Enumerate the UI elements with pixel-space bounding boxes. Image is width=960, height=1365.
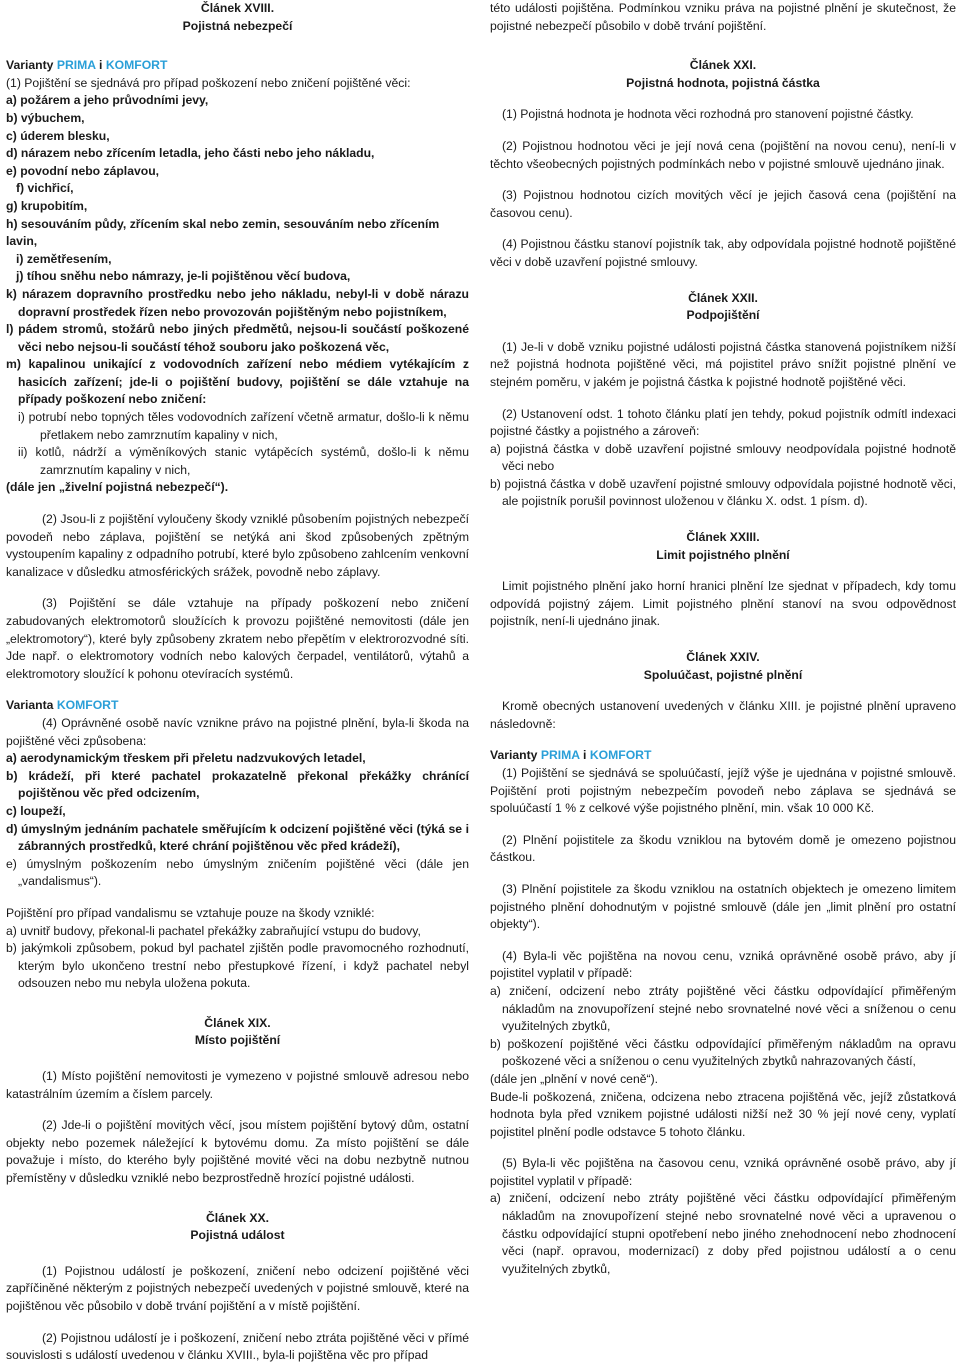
article-19-subtitle: Místo pojištění — [194, 1033, 281, 1048]
article-23-subtitle: Limit pojistného plnění — [656, 547, 790, 562]
a18-item-k: k) nárazem dopravního prostředku nebo jeho nákladu, nebyl-li v době nárazu dopravní prostředek řízen nebo provozován pojištěným nebo pojistníkem, — [6, 286, 469, 319]
a18-item-m-end: (dále jen „živelní pojistná nebezpečí“). — [6, 480, 229, 495]
a18-p2: (2) Jsou-li z pojištění vyloučeny škody vzniklé působením pojistných nebezpečí povodeň nebo záplava, pojištění se netýká ani škod způsobených zpětným vystoupením kapaliny z odpadního potrubí, které bylo způsobeno zahlcením venkovní kanalizace v důsledku atmosférických srážek, povodně nebo záplavy. — [6, 512, 469, 579]
a18-item-i: i) zemětřesením, — [16, 251, 112, 266]
article-19-title: Článek XIX. — [204, 1015, 271, 1030]
a18-p4-e: e) úmyslným poškozením nebo úmyslným zničením pojištěné věci (dále jen „vandalismus“). — [6, 856, 469, 889]
article-22-title: Článek XXII. — [688, 290, 758, 305]
variant-heading-3: Varianty PRIMA i KOMFORT — [490, 748, 652, 763]
a18-item-h: h) sesouváním půdy, zřícením skal nebo zemin, sesouváním nebo zřícením lavin, — [6, 216, 440, 249]
a18-item-b: b) výbuchem, — [6, 110, 85, 125]
a18-p4-c: c) loupeží, — [6, 803, 66, 818]
a20-continuation: této události pojištěna. Podmínkou vzniku práva na pojistné plnění je skutečnost, že pojistné nebezpečí působilo v době trvání pojištění. — [490, 1, 956, 33]
article-24-title: Článek XXIV. — [686, 650, 760, 665]
a24-p5-a: a) zničení, odcizení nebo ztráty pojištěné věci částku odpovídající přiměřeným nákladům na znovupořízení stejné nebo srovnatelné nové věci a upravenou o částku odpovídající stupni opotřebení nebo jiného znehodnocení nebo zhodnocení věci (např. opravou, modernizací) z doby před pojistnou událostí a o cenu využitelných zbytků, — [490, 1191, 956, 1276]
a22-p2-a: a) pojistná částka v době uzavření pojistné smlouvy neodpovídala pojistné hodnotě věci nebo — [490, 441, 956, 474]
a18-vandalism-a: a) uvnitř budovy, překonal-li pachatel překážky zabraňující vstupu do budovy, — [6, 923, 421, 938]
a18-p4-d: d) úmyslným jednáním pachatele směřujícím k odcizení pojištěné věci (týká se i zábranných prostředků, které chrání pojištěnou věc před krádeží), — [6, 821, 469, 854]
article-18-subtitle: Pojistná nebezpečí — [182, 18, 293, 33]
a18-p3: (3) Pojištění se dále vztahuje na případy poškození nebo zničení zabudovaných elektromotorů sloužících k provozu pojištěné nemovitosti (dále jen „elektromotory“), které byly způsobeny zkratem nebo přepětím v elektrorozvodné síti. Jde např. o elektromotory vodních nebo kalových čerpadel, ventilátorů, výtahů a elektromotory sloužící k pohonu otevíracích systémů. — [6, 596, 469, 681]
right-column — [490, 0, 956, 1278]
a19-p2: (2) Jde-li o pojištění movitých věcí, jsou místem pojištění bytový dům, ostatní objekty nebo pozemek náležející k bytovému domu. Za místo pojištění se dále považuje i místo, do kterého byly pojištěné movité věci na dobu nezbytně nutnou přemístěny v důsledku vzniklé nebo bezprostředně hrozící pojistné události. — [6, 1118, 469, 1186]
left-column — [6, 0, 469, 1365]
a18-item-j: j) tíhou sněhu nebo námrazy, je-li pojištěnou věcí budova, — [16, 269, 351, 284]
a18-p1: (1) Pojištění se sjednává pro případ poškození nebo zničení pojištěné věci: — [6, 75, 411, 90]
a22-p1: (1) Je-li v době vzniku pojistné události pojistná částka stanovená pojistníkem nižší než pojistná hodnota pojištěné věci, má pojistitel právo snížit pojistné plnění ve stejném poměru, v jakém je pojistná částka k pojistné hodnotě pojištěné věci. — [490, 339, 956, 389]
article-20-title: Článek XX. — [206, 1210, 269, 1225]
a18-vandalism: Pojištění pro případ vandalismu se vztahuje pouze na škody vzniklé: — [6, 905, 375, 920]
a18-item-f: f) vichřicí, — [16, 181, 74, 196]
a21-p2: (2) Pojistnou hodnotou věci je její nová cena (pojištění na novou cenu), není-li v těchto všeobecných pojistných podmínkách nebo v pojistné smlouvě ujednáno jinak. — [490, 138, 956, 171]
a18-item-e: e) povodní nebo záplavou, — [6, 163, 160, 178]
a18-item-m-i: i) potrubí nebo topných těles vodovodních zařízení včetně armatur, došlo-li k němu přetlakem nebo zamrznutím kapaliny v nich, — [18, 410, 469, 442]
a18-item-l: l) pádem stromů, stožárů nebo jiných předmětů, nejsou-li součástí poškozené věci nebo nejsou-li součástí téhož souboru jako poškozená věc, — [6, 322, 469, 354]
a24-p4-d: Bude-li poškozená, zničena, odcizena nebo ztracena pojištěná věc, jejíž zůstatková hodnota byla před vznikem pojistné události nižší než 30 % její nové ceny, vyplatí pojistitel plnění podle odstavce 5 tohoto článku. — [490, 1089, 956, 1139]
a22-p2: (2) Ustanovení odst. 1 tohoto článku platí jen tehdy, pokud pojistník odmítl indexaci pojistné částky a pojistného a zároveň: — [490, 406, 956, 439]
article-21-subtitle: Pojistná hodnota, pojistná částka — [626, 75, 820, 90]
a18-vandalism-b: b) jakýmkoli způsobem, pokud byl pachatel zjištěn podle pravomocného rozhodnutí, kterým bylo ukončeno trestní nebo přestupkové řízení, i když pachatel nebyl odsouzen nebo mu nebyla uložena pokuta. — [6, 941, 469, 991]
a21-p1: (1) Pojistná hodnota je hodnota věci rozhodná pro stanovení pojistné částky. — [502, 107, 914, 122]
a18-item-m: m) kapalinou unikající z vodovodních zařízení nebo médiem vytékajícím z hasicích zařízení; jde-li o pojištění budovy, pojištění se dále vztahuje na případy poškození nebo zničení: — [6, 357, 469, 407]
article-23-title: Článek XXIII. — [686, 530, 760, 545]
a18-item-g: g) krupobitím, — [6, 198, 88, 213]
a20-p2: (2) Pojistnou událostí je i poškození, zničení nebo ztráta pojištěné věci v přímé souvislosti s událostí uvedenou v článku XVIII., byla-li pojištěna věc pro případ — [6, 1330, 469, 1363]
a22-p2-b: b) pojistná částka v době uzavření pojistné smlouvy odpovídala pojistné hodnotě věci, ale pojistník porušil povinnost uloženou v článku X. odst. 1 písm. d). — [490, 476, 956, 509]
article-18-title: Článek XVIII. — [200, 1, 275, 15]
a24-p4-c: (dále jen „plnění v nové ceně“). — [490, 1071, 659, 1086]
a24-p1: (1) Pojištění se sjednává se spoluúčastí, jejíž výše je ujednána v pojistné smlouvě. Pojištění proti pojistným nebezpečím povodeň nebo záplava se sjednává se spoluúčastí 1 % z celkové výše pojistného plnění, min. však 10 000 Kč. — [490, 766, 956, 816]
article-21-title: Článek XXI. — [689, 58, 757, 73]
variant-heading-1: Varianty PRIMA i KOMFORT — [6, 58, 168, 73]
a18-item-d: d) nárazem nebo zřícením letadla, jeho části nebo jeho nákladu, — [6, 146, 375, 161]
article-22-subtitle: Podpojištění — [686, 308, 760, 323]
a23-p1: Limit pojistného plnění jako horní hranici plnění lze sjednat v případech, kdy tomu odpovídá pojistný zájem. Limit pojistného plnění stanoví na svou odpovědnost pojistník, není-li ujednáno jinak. — [490, 579, 956, 629]
a18-p4-b: b) krádeží, při které pachatel prokazatelně překonal překážky chránící pojištěnou věc před odcizením, — [6, 768, 469, 801]
a24-p2: (2) Plnění pojistitele za škodu vzniklou na bytovém domě je omezeno pojistnou částkou. — [490, 832, 956, 865]
a21-p4: (4) Pojistnou částku stanoví pojistník tak, aby odpovídala pojistné hodnotě pojištěné věci v době uzavření pojistné smlouvy. — [490, 237, 956, 269]
a24-p4-b: b) poškození pojištěné věci částku odpovídající přiměřeným nákladům na opravu poškozené věci a sníženou o cenu využitelných zbytků nahrazovaných částí, — [490, 1036, 956, 1069]
a24-p4: (4) Byla-li věc pojištěna na novou cenu, vzniká oprávněné osobě právo, aby jí pojistitel vyplatil v případě: — [490, 948, 956, 981]
a19-p1: (1) Místo pojištění nemovitosti je vymezeno v pojistné smlouvě adresou nebo katastrálním územím a číslem parcely. — [6, 1069, 469, 1101]
a18-p4-a: a) aerodynamickým třeskem při přeletu nadzvukových letadel, — [6, 751, 366, 766]
article-24-subtitle: Spoluúčast, pojistné plnění — [643, 667, 803, 682]
a24-p3: (3) Plnění pojistitele za škodu vzniklou na ostatních objektech je omezeno limitem pojistného plnění dohodnutým v pojistné smlouvě (dále jen „limit plnění pro ostatní objekty“). — [490, 881, 956, 932]
article-20-subtitle: Pojistná událost — [190, 1228, 285, 1243]
a20-p1: (1) Pojistnou událostí je poškození, zničení nebo odcizení pojištěné věci zapříčiněné některým z pojistných nebezpečí uvedených v pojistné smlouvě, které na pojištěnou věc působilo v době trvání pojištění a v místě pojištění. — [6, 1263, 469, 1313]
a18-item-a: a) požárem a jeho průvodními jevy, — [6, 93, 209, 108]
variant-heading-2: Varianta KOMFORT — [6, 698, 119, 713]
a18-item-m-ii: ii) kotlů, nádrží a výměníkových stanic vytápěcích systémů, došlo-li k němu zamrznutím kapaliny v nich, — [18, 445, 469, 477]
a24-p5: (5) Byla-li věc pojištěna na časovou cenu, vzniká oprávněné osobě právo, aby jí pojistitel vyplatil v případě: — [490, 1156, 956, 1188]
a24-intro: Kromě obecných ustanovení uvedených v článku XIII. je pojistné plnění upraveno následovně: — [490, 699, 956, 731]
a21-p3: (3) Pojistnou hodnotou cizích movitých věcí je jejich časová cena (pojištění na časovou cenu). — [490, 188, 956, 220]
a18-p4: (4) Oprávněné osobě navíc vznikne právo na pojistné plnění, byla-li škoda na pojištěné věci způsobena: — [6, 715, 469, 748]
a24-p4-a: a) zničení, odcizení nebo ztráty pojištěné věci částku odpovídající přiměřeným nákladům na znovupořízení stejné nebo srovnatelné nové věci a sníženou o cenu využitelných zbytků, — [490, 983, 956, 1034]
a18-item-c: c) úderem blesku, — [6, 128, 110, 143]
